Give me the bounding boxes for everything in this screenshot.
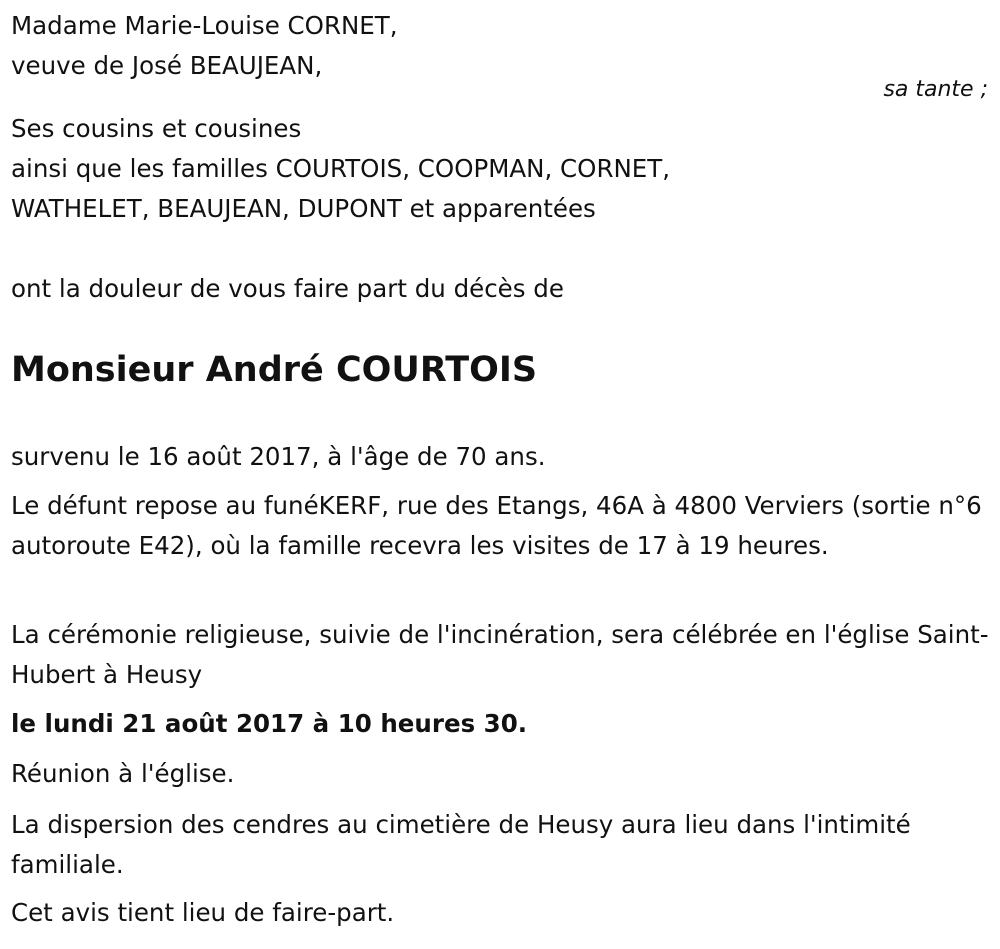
cousins-line-3: WATHELET, BEAUJEAN, DUPONT et apparentées bbox=[11, 194, 596, 223]
cousins-line-1: Ses cousins et cousines bbox=[11, 114, 302, 143]
relation-label: sa tante ; bbox=[883, 77, 988, 102]
family-line-2: veuve de José BEAUJEAN, bbox=[11, 51, 323, 80]
cousins-line-2: ainsi que les familles COURTOIS, COOPMAN, CORNET, bbox=[11, 154, 671, 183]
death-details: survenu le 16 août 2017, à l'âge de 70 ans. bbox=[11, 442, 546, 471]
resting-place: Le défunt repose au funéKERF, rue des Etangs, 46A à 4800 Verviers (sortie n°6 autoroute E42), où la famille recevra les visites de 17 à 19 heures. bbox=[11, 491, 982, 560]
ceremony-details: La cérémonie religieuse, suivie de l'incinération, sera célébrée en l'église Saint-Hubert à Heusy bbox=[11, 620, 989, 689]
ashes-dispersion: La dispersion des cendres au cimetière de Heusy aura lieu dans l'intimité familiale. bbox=[11, 810, 911, 879]
notice-text: Cet avis tient lieu de faire-part. bbox=[11, 898, 395, 927]
announcement-text: ont la douleur de vous faire part du décès de bbox=[11, 274, 564, 303]
family-line-1: Madame Marie-Louise CORNET, bbox=[11, 11, 398, 40]
ceremony-date: le lundi 21 août 2017 à 10 heures 30. bbox=[11, 709, 528, 738]
deceased-name: Monsieur André COURTOIS bbox=[11, 350, 538, 390]
meeting-note: Réunion à l'église. bbox=[11, 759, 235, 788]
